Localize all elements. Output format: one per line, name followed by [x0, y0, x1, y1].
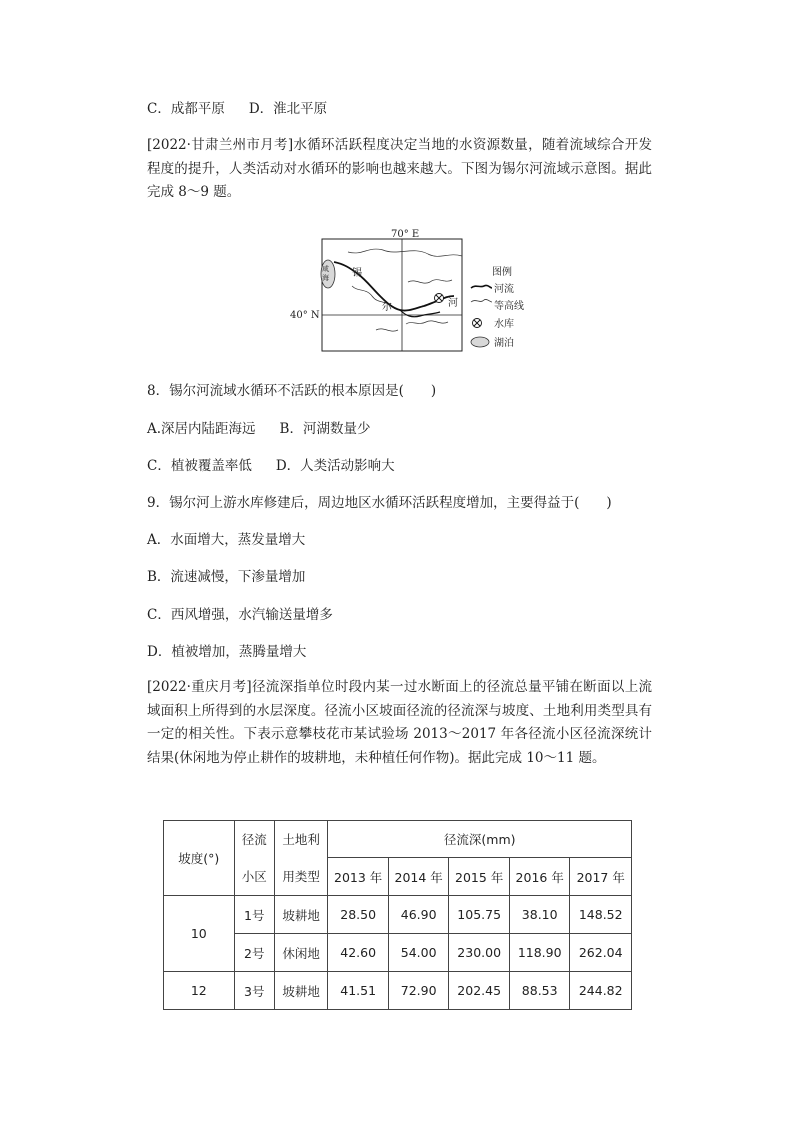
cell-land: 坡耕地 — [274, 896, 327, 934]
cell-plot: 3号 — [234, 972, 274, 1010]
q8-option-a: A.深居内陆距海远 — [147, 421, 256, 437]
table-row — [164, 896, 632, 934]
header-year: 2013 年 — [328, 858, 389, 896]
cell-value: 88.53 — [509, 972, 570, 1010]
legend-lake-symbol — [471, 337, 489, 347]
cell-value: 262.04 — [570, 934, 632, 972]
cell-value: 38.10 — [509, 896, 570, 934]
cell-slope: 10 — [164, 896, 235, 972]
syr-darya-basin-map — [288, 226, 558, 354]
table-row — [164, 972, 632, 1010]
reservoir-icon — [435, 294, 444, 303]
cell-value: 46.90 — [388, 896, 449, 934]
legend-reservoir-icon — [473, 319, 482, 328]
cell-value: 202.45 — [449, 972, 510, 1010]
q8-option-c: C．植被覆盖率低 — [147, 458, 252, 474]
table-row — [164, 934, 632, 972]
header-runoff-depth: 径流深(mm) — [328, 821, 632, 858]
q7-options-row — [147, 100, 327, 118]
q9-stem: 9．锡尔河上游水库修建后，周边地区水循环活跃程度增加，主要得益于( ) — [147, 495, 612, 511]
header-year: 2014 年 — [388, 858, 449, 896]
cell-value: 244.82 — [570, 972, 632, 1010]
header-year: 2016 年 — [509, 858, 570, 896]
header-plot-line2: 小区 — [234, 858, 274, 896]
cell-plot: 1号 — [234, 896, 274, 934]
contour-line-5 — [376, 329, 398, 331]
q9-option-c: C．西风增强，水汽输送量增多 — [147, 607, 333, 623]
contour-line-3 — [408, 280, 452, 283]
q9-option-b: B．流速减慢，下渗量增加 — [147, 569, 306, 585]
legend-reservoir-label: 水库 — [494, 319, 514, 330]
river-char-3: 河 — [448, 298, 458, 309]
q8-option-d: D．人类活动影响大 — [275, 458, 395, 474]
lake-label-1: 咸 — [322, 265, 329, 273]
cell-value: 42.60 — [328, 934, 389, 972]
header-land-line1: 土地利 — [274, 821, 327, 858]
intro-paragraph-1: [2022·甘肃兰州市月考]水循环活跃程度决定当地的水资源数量，随着流域综合开发程度的提升，人类活动对水循环的影响也越来越大。下图为锡尔河流域示意图。据此完成 8～9 题。 — [147, 137, 652, 200]
q8-option-b: B．河湖数量少 — [279, 421, 371, 437]
cell-land: 休闲地 — [274, 934, 327, 972]
cell-value: 72.90 — [388, 972, 449, 1010]
header-land-line2: 用类型 — [274, 858, 327, 896]
cell-value: 148.52 — [570, 896, 632, 934]
cell-land: 坡耕地 — [274, 972, 327, 1010]
cell-value: 41.51 — [328, 972, 389, 1010]
cell-value: 105.75 — [449, 896, 510, 934]
cell-value: 54.00 — [388, 934, 449, 972]
contour-line-4 — [406, 321, 448, 324]
cell-value: 118.90 — [509, 934, 570, 972]
intro-paragraph-2: [2022·重庆月考]径流深指单位时段内某一过水断面上的径流总量平铺在断面以上流域面积上所得到的水层深度。径流小区坡面径流的径流深与坡度、土地利用类型具有一定的相关性。下表示意攀枝花市某试验场 2013～2017 年各径流小区径流深统计结果(休闲地为停止耕作的坡耕地，未种植任何作物)。据此完成 10～11 题。 — [147, 679, 652, 766]
lon-label: 70° E — [391, 229, 420, 240]
header-slope: 坡度(°) — [164, 821, 235, 896]
q9-option-d: D．植被增加，蒸腾量增大 — [147, 644, 307, 660]
lake-label-2: 海 — [322, 274, 329, 282]
cell-value: 28.50 — [328, 896, 389, 934]
header-year: 2017 年 — [570, 858, 632, 896]
cell-slope: 12 — [164, 972, 235, 1010]
cell-plot: 2号 — [234, 934, 274, 972]
legend-contour-symbol — [471, 299, 492, 302]
q9-option-a: A．水面增大，蒸发量增大 — [147, 532, 306, 548]
lat-label: 40° N — [290, 310, 320, 321]
legend-river-symbol — [471, 285, 492, 288]
runoff-depth-table — [163, 820, 632, 1010]
q8-stem: 8．锡尔河流域水循环不活跃的根本原因是( ) — [147, 383, 437, 399]
q8-options-ab — [147, 420, 370, 438]
header-plot-line1: 径流 — [234, 821, 274, 858]
q7-option-c: C．成都平原 — [147, 101, 225, 117]
q7-option-d: D．淮北平原 — [248, 101, 328, 117]
contour-line-1 — [348, 249, 462, 256]
q8-options-cd — [147, 457, 395, 475]
header-year: 2015 年 — [449, 858, 510, 896]
cell-value: 230.00 — [449, 934, 510, 972]
legend-river-label: 河流 — [494, 284, 514, 295]
legend-lake-label: 湖泊 — [494, 338, 514, 349]
river-char-1: 锡 — [352, 268, 362, 279]
legend-title: 图例 — [492, 267, 512, 278]
legend-contour-label: 等高线 — [494, 301, 524, 312]
river-char-2: 尔 — [382, 302, 392, 313]
